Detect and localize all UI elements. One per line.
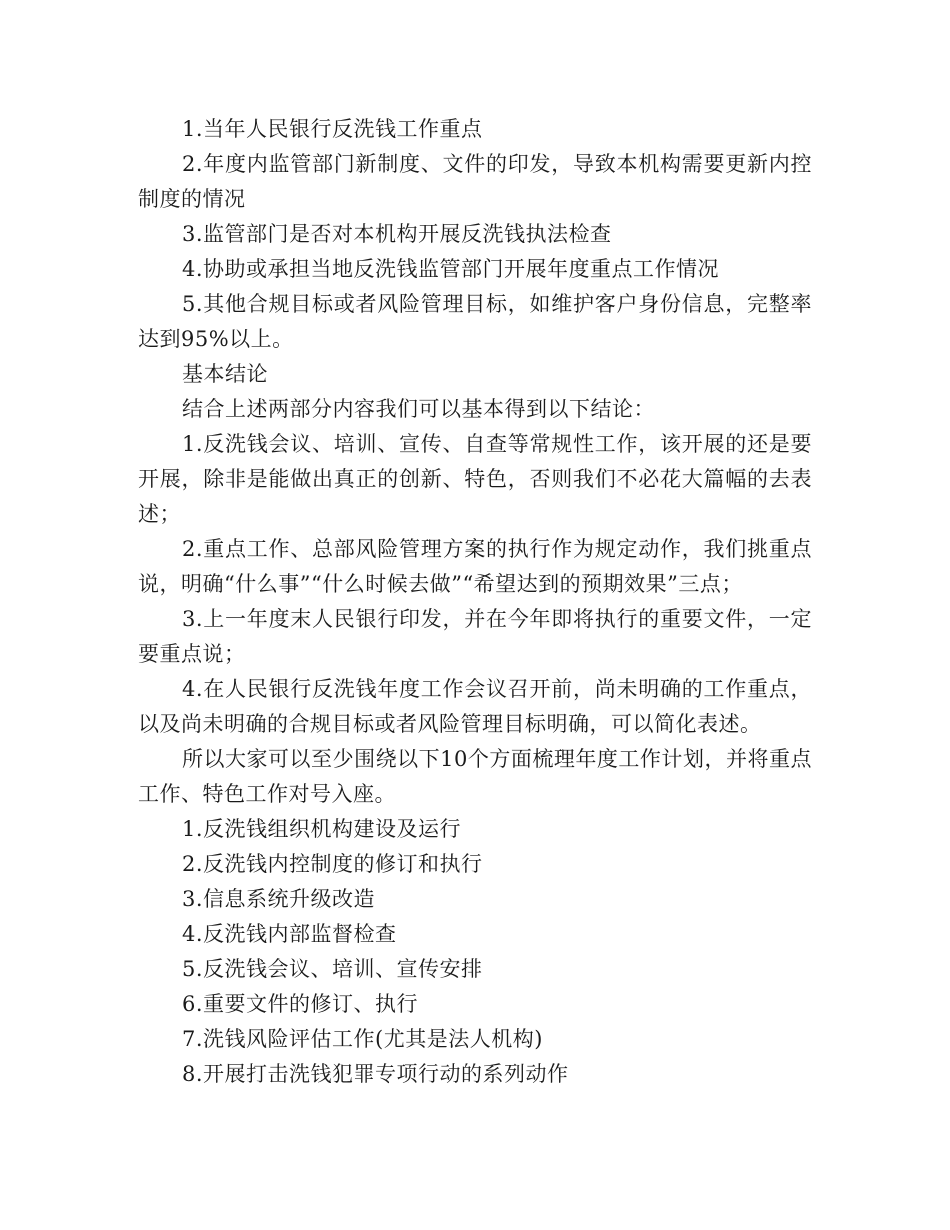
document-body [138,112,812,1092]
paragraph-focus-2: 2.年度内监管部门新制度、文件的印发，导致本机构需要更新内控制度的情况 [138,152,812,211]
plan-item-8: 8.开展打击洗钱犯罪专项行动的系列动作 [182,1062,569,1086]
plan-item-6: 6.重要文件的修订、执行 [182,992,419,1016]
conclusion-item-1: 1.反洗钱会议、培训、宣传、自查等常规性工作，该开展的还是要开展，除非是能做出真正的创新、特色，否则我们不必花大篇幅的去表述； [138,432,812,526]
plan-item-5: 5.反洗钱会议、培训、宣传安排 [182,957,483,981]
paragraph-focus-1: 1.当年人民银行反洗钱工作重点 [182,117,483,141]
conclusion-intro: 结合上述两部分内容我们可以基本得到以下结论： [182,397,655,421]
conclusion-item-3: 3.上一年度末人民银行印发，并在今年即将执行的重要文件，一定要重点说； [138,607,812,666]
paragraph-focus-4: 4.协助或承担当地反洗钱监管部门开展年度重点工作情况 [182,257,720,281]
plan-item-4: 4.反洗钱内部监督检查 [182,922,397,946]
plan-item-3: 3.信息系统升级改造 [182,887,376,911]
plan-intro: 所以大家可以至少围绕以下10个方面梳理年度工作计划，并将重点工作、特色工作对号入座。 [138,747,812,806]
paragraph-focus-3: 3.监管部门是否对本机构开展反洗钱执法检查 [182,222,612,246]
plan-item-7: 7.洗钱风险评估工作(尤其是法人机构) [182,1027,543,1051]
conclusion-item-4: 4.在人民银行反洗钱年度工作会议召开前，尚未明确的工作重点，以及尚未明确的合规目标或者风险管理目标明确，可以简化表述。 [138,677,812,736]
plan-item-1: 1.反洗钱组织机构建设及运行 [182,817,462,841]
section-heading-basic-conclusion: 基本结论 [182,362,268,386]
conclusion-item-2: 2.重点工作、总部风险管理方案的执行作为规定动作，我们挑重点说，明确“什么事”“什么时候去做”“希望达到的预期效果”三点； [138,537,812,596]
plan-item-2: 2.反洗钱内控制度的修订和执行 [182,852,483,876]
paragraph-focus-5: 5.其他合规目标或者风险管理目标，如维护客户身份信息，完整率达到95%以上。 [138,292,812,351]
